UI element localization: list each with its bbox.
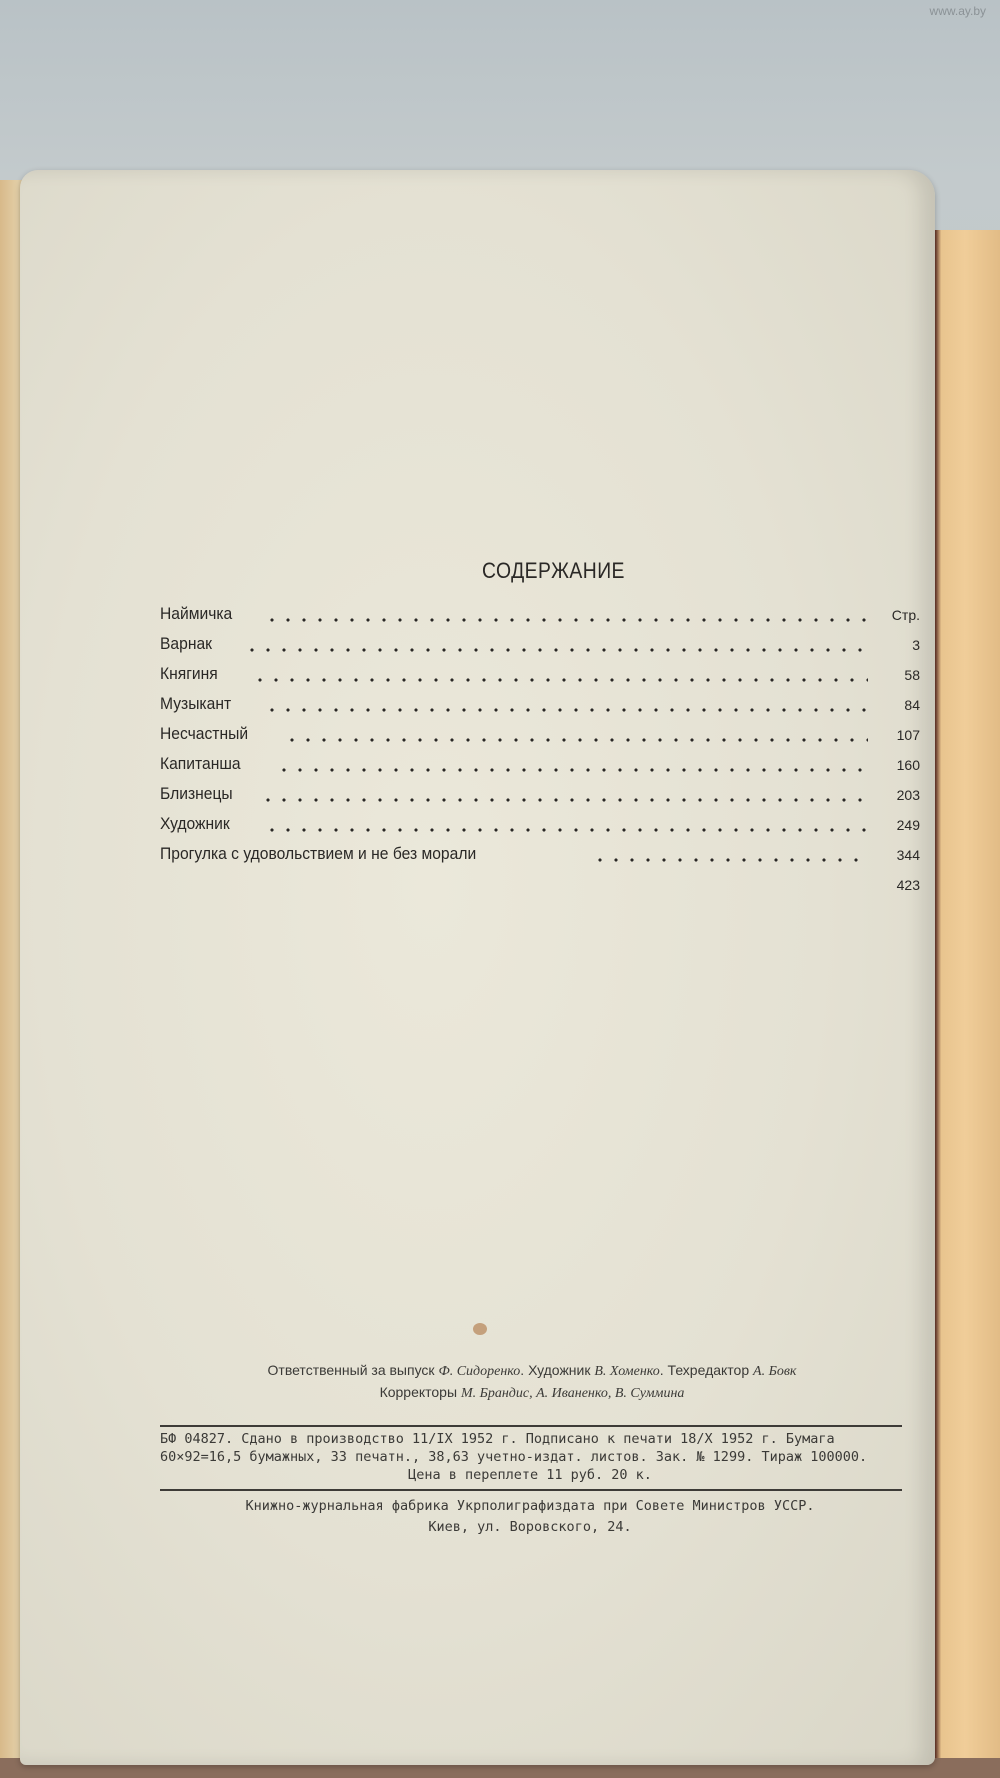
toc-leader-dots [260,798,868,802]
credits-label: . Художник [520,1362,595,1378]
toc-entry-title: Варнак [160,634,213,653]
toc-row [152,720,920,750]
credits-block [152,1360,912,1404]
printer-address: Киев, ул. Воровского, 24. [428,1519,632,1535]
imprint-top-rule [160,1425,902,1427]
table-of-contents [152,600,920,900]
toc-page-header: Стр. [891,607,920,623]
toc-leader-dots [244,648,868,652]
imprint-line: БФ 04827. Сдано в производство 11/IX 1952 г. Подписано к печати 18/X 1952 г. Бумага [160,1431,835,1447]
toc-entry-title: Наймичка [160,604,233,623]
toc-leader-dots [284,738,868,742]
toc-leader-dots [592,858,868,862]
toc-row [152,600,920,630]
toc-page-number: 249 [896,817,920,833]
imprint-bottom-rule [160,1489,902,1491]
toc-entry-title: Княгиня [160,664,218,683]
toc-row [152,750,920,780]
toc-page-number: 58 [904,667,920,683]
toc-entry-title: Близнецы [160,784,233,803]
toc-entry-title: Прогулка с удовольствием и не без морали [160,844,477,863]
toc-row [152,630,920,660]
credits-name: Ф. Сидоренко [438,1364,521,1379]
toc-page-number: 203 [896,787,920,803]
credits-label: Ответственный за выпуск [267,1362,439,1378]
toc-row [152,810,920,840]
book-cover-board [930,230,1000,1778]
toc-leader-dots [252,678,868,682]
imprint-block [160,1430,900,1484]
credits-line [152,1360,912,1382]
toc-title: СОДЕРЖАНИЕ [482,558,625,583]
toc-row [152,870,920,900]
toc-page-number: 423 [896,877,920,893]
credits-label: Корректоры [379,1384,461,1400]
toc-entry-title: Несчастный [160,724,249,743]
credits-name: М. Брандис, А. Иваненко, В. Суммина [460,1386,685,1401]
page-stain [473,1323,487,1335]
toc-entry-title: Художник [160,814,230,833]
toc-page-number: 344 [896,847,920,863]
imprint-line: 60×92=16,5 бумажных, 33 печатн., 38,63 учетно-издат. листов. Зак. № 1299. Тираж 100000. [160,1449,868,1465]
watermark: www.ay.by [929,4,986,18]
toc-page-number: 160 [896,757,920,773]
toc-row [152,660,920,690]
toc-page-number: 84 [904,697,920,713]
credits-name: В. Хоменко [594,1364,660,1379]
toc-page-number: 107 [896,727,920,743]
toc-row [152,840,920,870]
credits-line [152,1382,912,1404]
toc-leader-dots [264,708,868,712]
toc-row [152,690,920,720]
toc-entry-title: Капитанша [160,754,241,773]
printer-line: Книжно-журнальная фабрика Укрполиграфиздата при Совете Министров УССР. [245,1498,815,1514]
toc-entry-title: Музыкант [160,694,232,713]
toc-leader-dots [276,768,868,772]
credits-name: А. Бовк [753,1364,797,1379]
toc-page-number: 3 [912,637,920,653]
toc-leader-dots [264,618,868,622]
toc-row [152,780,920,810]
credits-label: . Техредактор [659,1362,754,1378]
printer-block [150,1496,910,1538]
toc-leader-dots [264,828,868,832]
imprint-price: Цена в переплете 11 руб. 20 к. [408,1467,652,1483]
